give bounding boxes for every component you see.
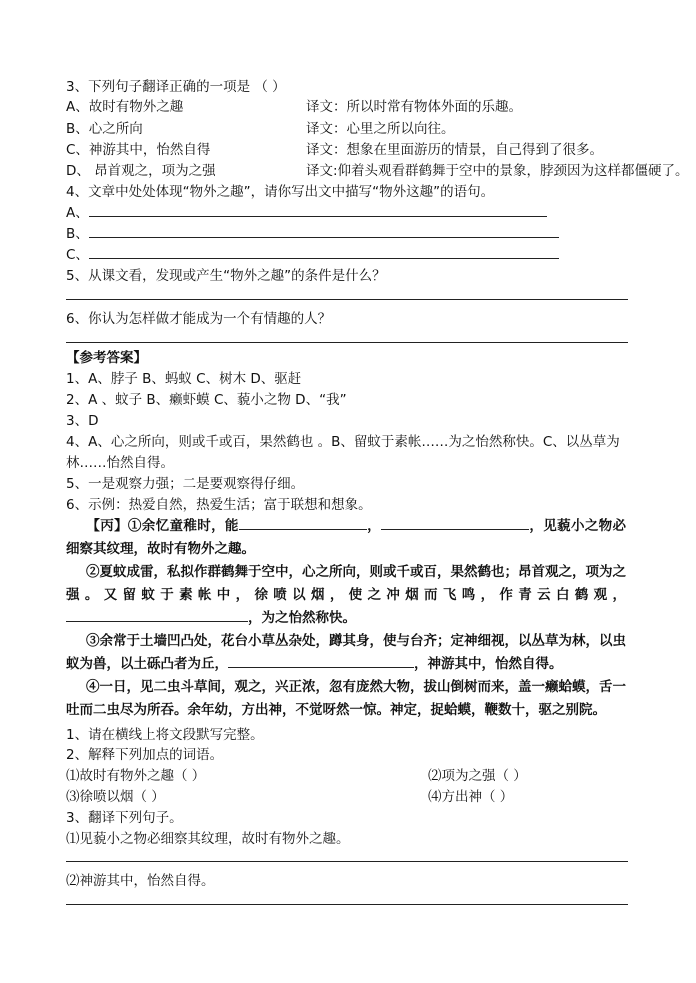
answer-line[interactable] [89,203,547,217]
q2-2-stem: 2、解释下列加点的词语。 [66,747,224,763]
translate-item-2: ⑵神游其中，怡然自得。 [66,873,215,889]
passage-text: ，为之怡然称快。 [248,610,356,626]
answer-line-3: 3、D [66,413,99,429]
blank-label: C、 [66,247,89,263]
passage-paragraph-2 [66,561,626,630]
passage-text: ③余常于土墙凹凸处，花台小草丛杂处，蹲其身，使与台齐；定神细视，以丛草为林，以虫蚁为兽，以土砾凸者为丘， [66,633,626,672]
answer-line-1: 1、A、脖子 B、蚂蚁 C、树木 D、驱赶 [66,371,302,387]
blank-label: A、 [66,205,89,221]
q4-blank-b [66,224,656,244]
q4-stem: 4、文章中处处体现“物外之趣”，请你写出文中描写“物外这趣”的语句。 [66,184,495,200]
option-translation: 译文:仰着头观看群鹤舞于空中的景象，脖颈因为这样都僵硬了。 [306,163,689,179]
q6-stem: 6、你认为怎样做才能成为一个有情趣的人？ [66,311,332,327]
vocab-item-2: ⑵项为之强（ ） [428,768,527,784]
q4-blank-c [66,245,656,265]
option-text: D、 昂首观之，项为之强 [66,163,216,179]
q2-1-stem: 1、请在横线上将文段默写完整。 [66,727,264,743]
q4-blank-a [66,203,656,223]
vocab-row-2 [66,787,656,807]
vocab-row-1 [66,766,656,786]
answer-line-4: 4、A、心之所向，则或千或百，果然鹤也 。B、留蚊于素帐……为之怡然称快。C、以丛草为林……怡然自得。 [66,434,620,471]
vocab-item-3: ⑶徐喷以烟（ ） [66,789,165,805]
q6-answer-line[interactable] [66,342,628,343]
answer-line[interactable] [89,245,559,259]
answers-heading: 【参考答案】 [66,350,147,366]
recite-blank-3[interactable] [66,608,248,622]
passage-text: ，神游其中，怡然自得。 [414,656,563,672]
q3-option-d [66,161,689,181]
q3-option-c [66,140,656,160]
q5-answer-line[interactable] [66,299,628,300]
q3-option-a [66,97,656,117]
answer-line-6: 6、示例：热爱自然，热爱生活；富于联想和想象。 [66,497,372,513]
recite-blank-4[interactable] [228,654,414,668]
blank-label: B、 [66,226,89,242]
option-translation: 译文：心里之所以向往。 [306,121,455,137]
translate-answer-line-1[interactable] [66,861,628,862]
recite-blank-1[interactable] [239,516,367,530]
passage-text: ，见藐小之物必细察其纹理，故时有物外之趣。 [66,518,627,557]
vocab-item-1: ⑴故时有物外之趣（ ） [66,768,206,784]
q5-stem: 5、从课文看，发现或产生“物外之趣”的条件是什么？ [66,268,386,284]
q3-stem: 3、下列句子翻译正确的一项是 （ ） [66,79,286,95]
translate-answer-line-2[interactable] [66,904,628,905]
passage-text: 【丙】①余忆童稚时，能 [86,518,239,534]
option-translation: 译文：想象在里面游历的情景，自己得到了很多。 [306,142,603,158]
passage-text: ④一日，见二虫斗草间，观之，兴正浓，忽有庞然大物，拔山倒树而来，盖一癞蛤蟆，舌一吐而二虫尽为所吞。余年幼，方出神，不觉呀然一惊。神定，捉蛤蟆，鞭数十，驱之别院。 [66,679,626,718]
recite-blank-2[interactable] [381,516,529,530]
answer-line-5: 5、一是观察力强；二是要观察得仔细。 [66,476,305,492]
option-translation: 译文：所以时常有物体外面的乐趣。 [306,99,522,115]
answer-line[interactable] [89,224,559,238]
passage-text: ②夏蚊成雷，私拟作群鹤舞于空中，心之所向，则或千或百，果然鹤也；昂首观之，项为之强。又留蚊于素帐中，徐喷以烟，使之冲烟而飞鸣，作青云白鹤观， [66,564,626,603]
passage-paragraph-3 [66,630,626,676]
q3-option-b [66,119,656,139]
answer-line-2: 2、A 、蚊子 B、癞虾蟆 C、藐小之物 D、“我” [66,392,347,408]
passage-text: ， [366,518,382,534]
option-text: C、神游其中，怡然自得 [66,142,211,158]
option-text: B、心之所向 [66,121,143,137]
passage-paragraph-4 [66,676,626,722]
passage-paragraph-1 [66,515,626,561]
q2-3-stem: 3、翻译下列句子。 [66,810,183,826]
translate-item-1: ⑴见藐小之物必细察其纹理，故时有物外之趣。 [66,831,350,847]
option-text: A、故时有物外之趣 [66,99,184,115]
vocab-item-4: ⑷方出神（ ） [428,789,514,805]
